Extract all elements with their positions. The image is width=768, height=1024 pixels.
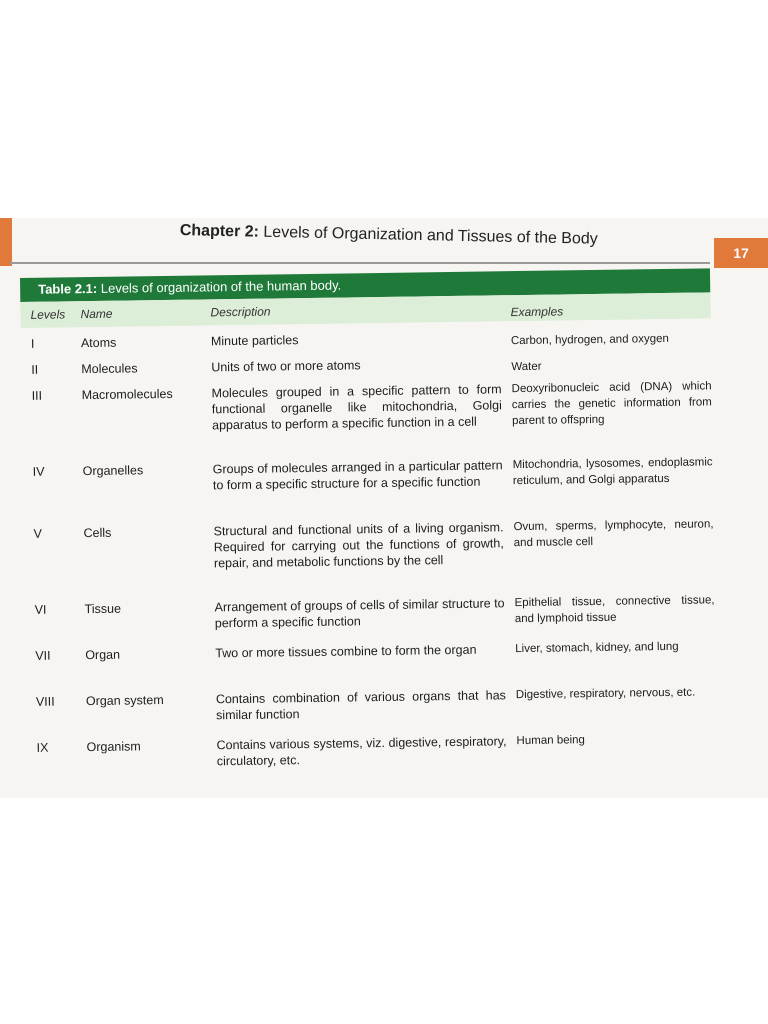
row-examples: Carbon, hydrogen, and oxygen	[510, 332, 669, 348]
row-description: Arrangement of groups of cells of similar structure to perform a specific function	[214, 596, 505, 631]
col-header-examples: Examples	[510, 304, 564, 320]
row-level: VIII	[35, 694, 55, 709]
page-number-badge	[714, 238, 768, 268]
levels-table	[20, 268, 717, 788]
row-level: III	[31, 388, 43, 403]
row-examples: Liver, stomach, kidney, and lung	[515, 640, 679, 656]
row-examples: Deoxyribonucleic acid (DNA) which carries the genetic information from parent to offspring	[511, 380, 712, 428]
row-description: Units of two or more atoms	[211, 358, 361, 375]
table-caption-text: Levels of organization of the human body.	[100, 277, 342, 296]
row-description: Molecules grouped in a specific pattern to form functional organelle like mitochondria, Golgi apparatus to perform a specific function in a cell	[211, 382, 502, 433]
col-header-levels: Levels	[30, 307, 66, 322]
row-description: Contains combination of various organs that has similar function	[215, 688, 506, 723]
row-name: Organ system	[85, 693, 164, 709]
row-level: VI	[34, 602, 47, 617]
table-row	[22, 378, 713, 464]
row-examples: Ovum, sperms, lymphocyte, neuron, and muscle cell	[513, 518, 714, 550]
row-name: Atoms	[80, 335, 117, 351]
header-rule	[10, 262, 710, 264]
table-row	[26, 730, 716, 780]
row-name: Organ	[85, 647, 121, 663]
row-description: Structural and functional units of a living organism. Required for carrying out the functions of growth, repair, and metabolic functions by the cell	[213, 520, 504, 571]
row-description: Contains various systems, viz. digestive, respiratory, circulatory, etc.	[216, 734, 507, 769]
row-name: Organism	[86, 739, 141, 755]
chapter-label: Chapter 2:	[179, 222, 260, 241]
row-examples: Human being	[516, 734, 585, 748]
row-examples: Epithelial tissue, connective tissue, and lymphoid tissue	[514, 594, 715, 626]
row-level: II	[31, 362, 39, 377]
page-number: 17	[733, 245, 749, 261]
row-name: Cells	[83, 525, 112, 541]
page-edge-accent	[0, 218, 12, 266]
table-caption-label: Table 2.1:	[38, 280, 98, 297]
row-level: V	[33, 526, 43, 541]
row-examples: Mitochondria, lysosomes, endoplasmic reticulum, and Golgi apparatus	[512, 456, 713, 488]
row-description: Minute particles	[210, 333, 299, 349]
row-level: VII	[35, 648, 51, 663]
chapter-title-text: Levels of Organization and Tissues of the Body	[263, 223, 598, 248]
row-level: IX	[36, 740, 49, 755]
row-level: IV	[32, 464, 45, 479]
row-examples: Digestive, respiratory, nervous, etc.	[515, 686, 696, 702]
row-description: Groups of molecules arranged in a particular pattern to form a specific structure for a specific function	[212, 458, 503, 493]
row-description: Two or more tissues combine to form the organ	[215, 642, 477, 661]
row-name: Macromolecules	[81, 386, 173, 403]
row-examples: Water	[511, 360, 542, 374]
table-row	[23, 454, 714, 526]
col-header-name: Name	[80, 306, 113, 322]
row-name: Organelles	[82, 463, 144, 479]
row-name: Tissue	[84, 601, 122, 617]
table-row	[23, 516, 714, 602]
row-level: I	[30, 336, 35, 351]
col-header-description: Description	[210, 304, 271, 320]
row-name: Molecules	[81, 361, 138, 377]
